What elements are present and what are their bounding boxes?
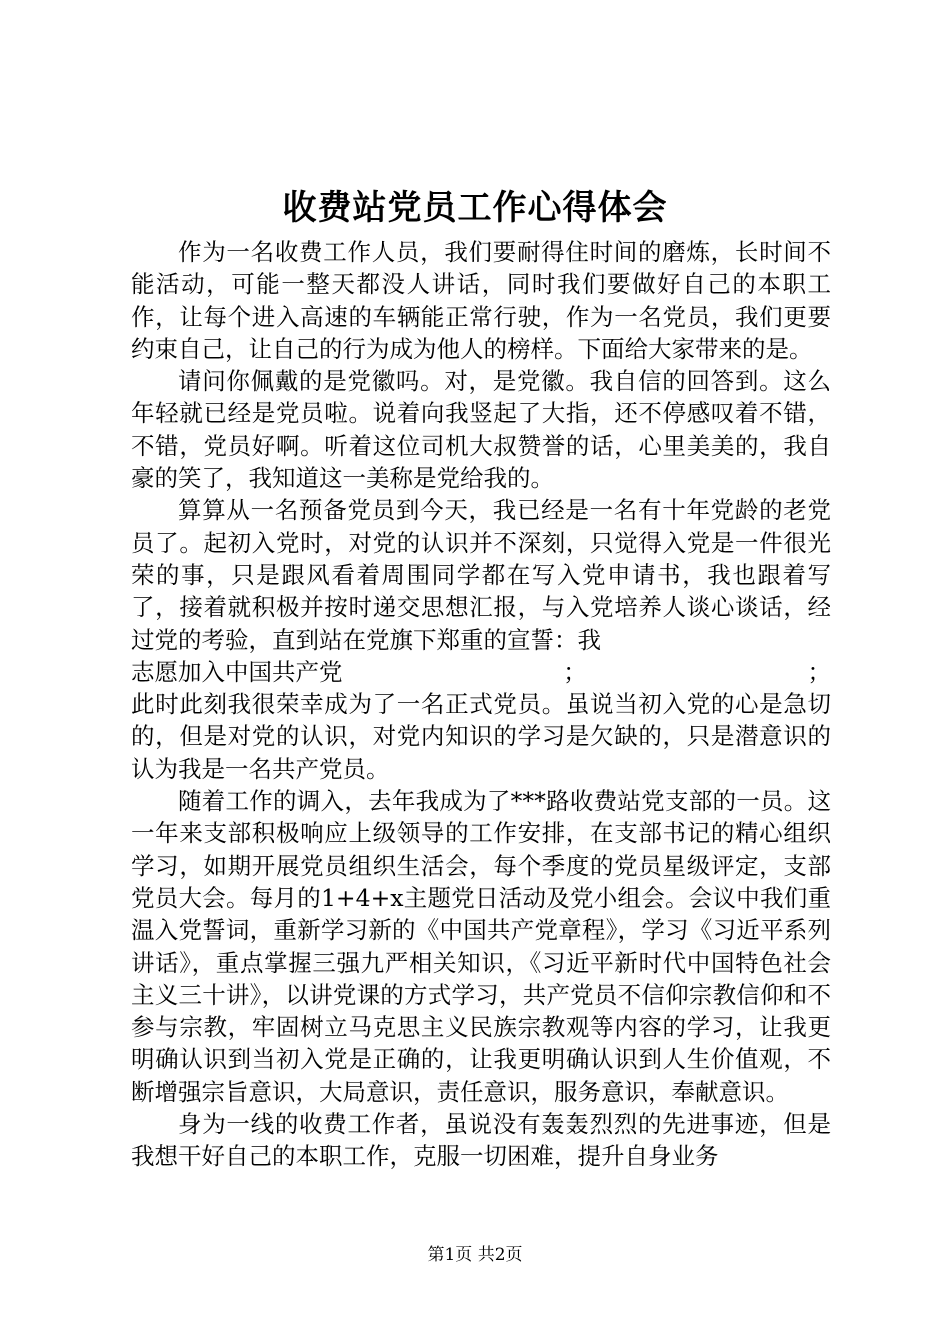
page-footer: 第1页 共2页: [427, 1245, 523, 1265]
oath-line: [131, 656, 831, 688]
paragraph-1: 作为一名收费工作人员，我们要耐得住时间的磨炼，长时间不能活动，可能一整天都没人讲话，同时我们要做好自己的本职工作，让每个进入高速的车辆能正常行驶，作为一名党员，我们更要约束自己，让自己的行为成为他人的榜样。下面给大家带来的是。: [131, 238, 831, 363]
oath-semicolon-2: ；: [807, 657, 831, 686]
paragraph-3: [131, 494, 831, 655]
paragraph-4: 随着工作的调入，去年我成为了***路收费站党支部的一员。这一年来支部积极响应上级领导的工作安排，在支部书记的精心组织学习，如期开展党员组织生活会，每个季度的党员星级评定，支部党员大会。每月的1+4+x主题党日活动及党小组会。会议中我们重温入党誓词，重新学习新的《中国共产党章程》，学习《习近平系列讲话》，重点掌握三强九严相关知识，《习近平新时代中国特色社会主义三十讲》，以讲党课的方式学习，共产党员不信仰宗教信仰和不参与宗教，牢固树立马克思主义民族宗教观等内容的学习，让我更明确认识到当初入党是正确的，让我更明确认识到人生价值观，不断增强宗旨意识，大局意识，责任意识，服务意识，奉献意识。: [131, 787, 831, 1106]
oath-semicolon-1: ；: [563, 657, 587, 686]
page-title: 收费站党员工作心得体会: [282, 188, 668, 228]
paragraph-3-tail: 此时此刻我很荣幸成为了一名正式党员。虽说当初入党的心是急切的，但是对党的认识，对党内知识的学习是欠缺的，只是潜意识的认为我是一名共产党员。: [131, 690, 831, 783]
oath-text: 志愿加入中国共产党: [131, 657, 343, 686]
paragraph-2: 请问你佩戴的是党徽吗。对，是党徽。我自信的回答到。这么年轻就已经是党员啦。说着向我竖起了大指，还不停感叹着不错，不错，党员好啊。听着这位司机大叔赞誉的话，心里美美的，我自豪的笑了，我知道这一美称是党给我的。: [131, 367, 831, 493]
document-body: [131, 236, 831, 1173]
paragraph-3-lead: 算算从一名预备党员到今天，我已经是一名有十年党龄的老党员了。起初入党时，对党的认识并不深刻，只觉得入党是一件很光荣的事，只是跟风看着周围同学都在写入党申请书，我也跟着写了，接着就积极并按时递交思想汇报，与入党培养人谈心谈话，经过党的考验，直到站在党旗下郑重的宣誓：我: [131, 496, 831, 654]
paragraph-5: 身为一线的收费工作者，虽说没有轰轰烈烈的先进事迹，但是我想干好自己的本职工作，克服一切困难，提升自身业务: [131, 1110, 831, 1171]
